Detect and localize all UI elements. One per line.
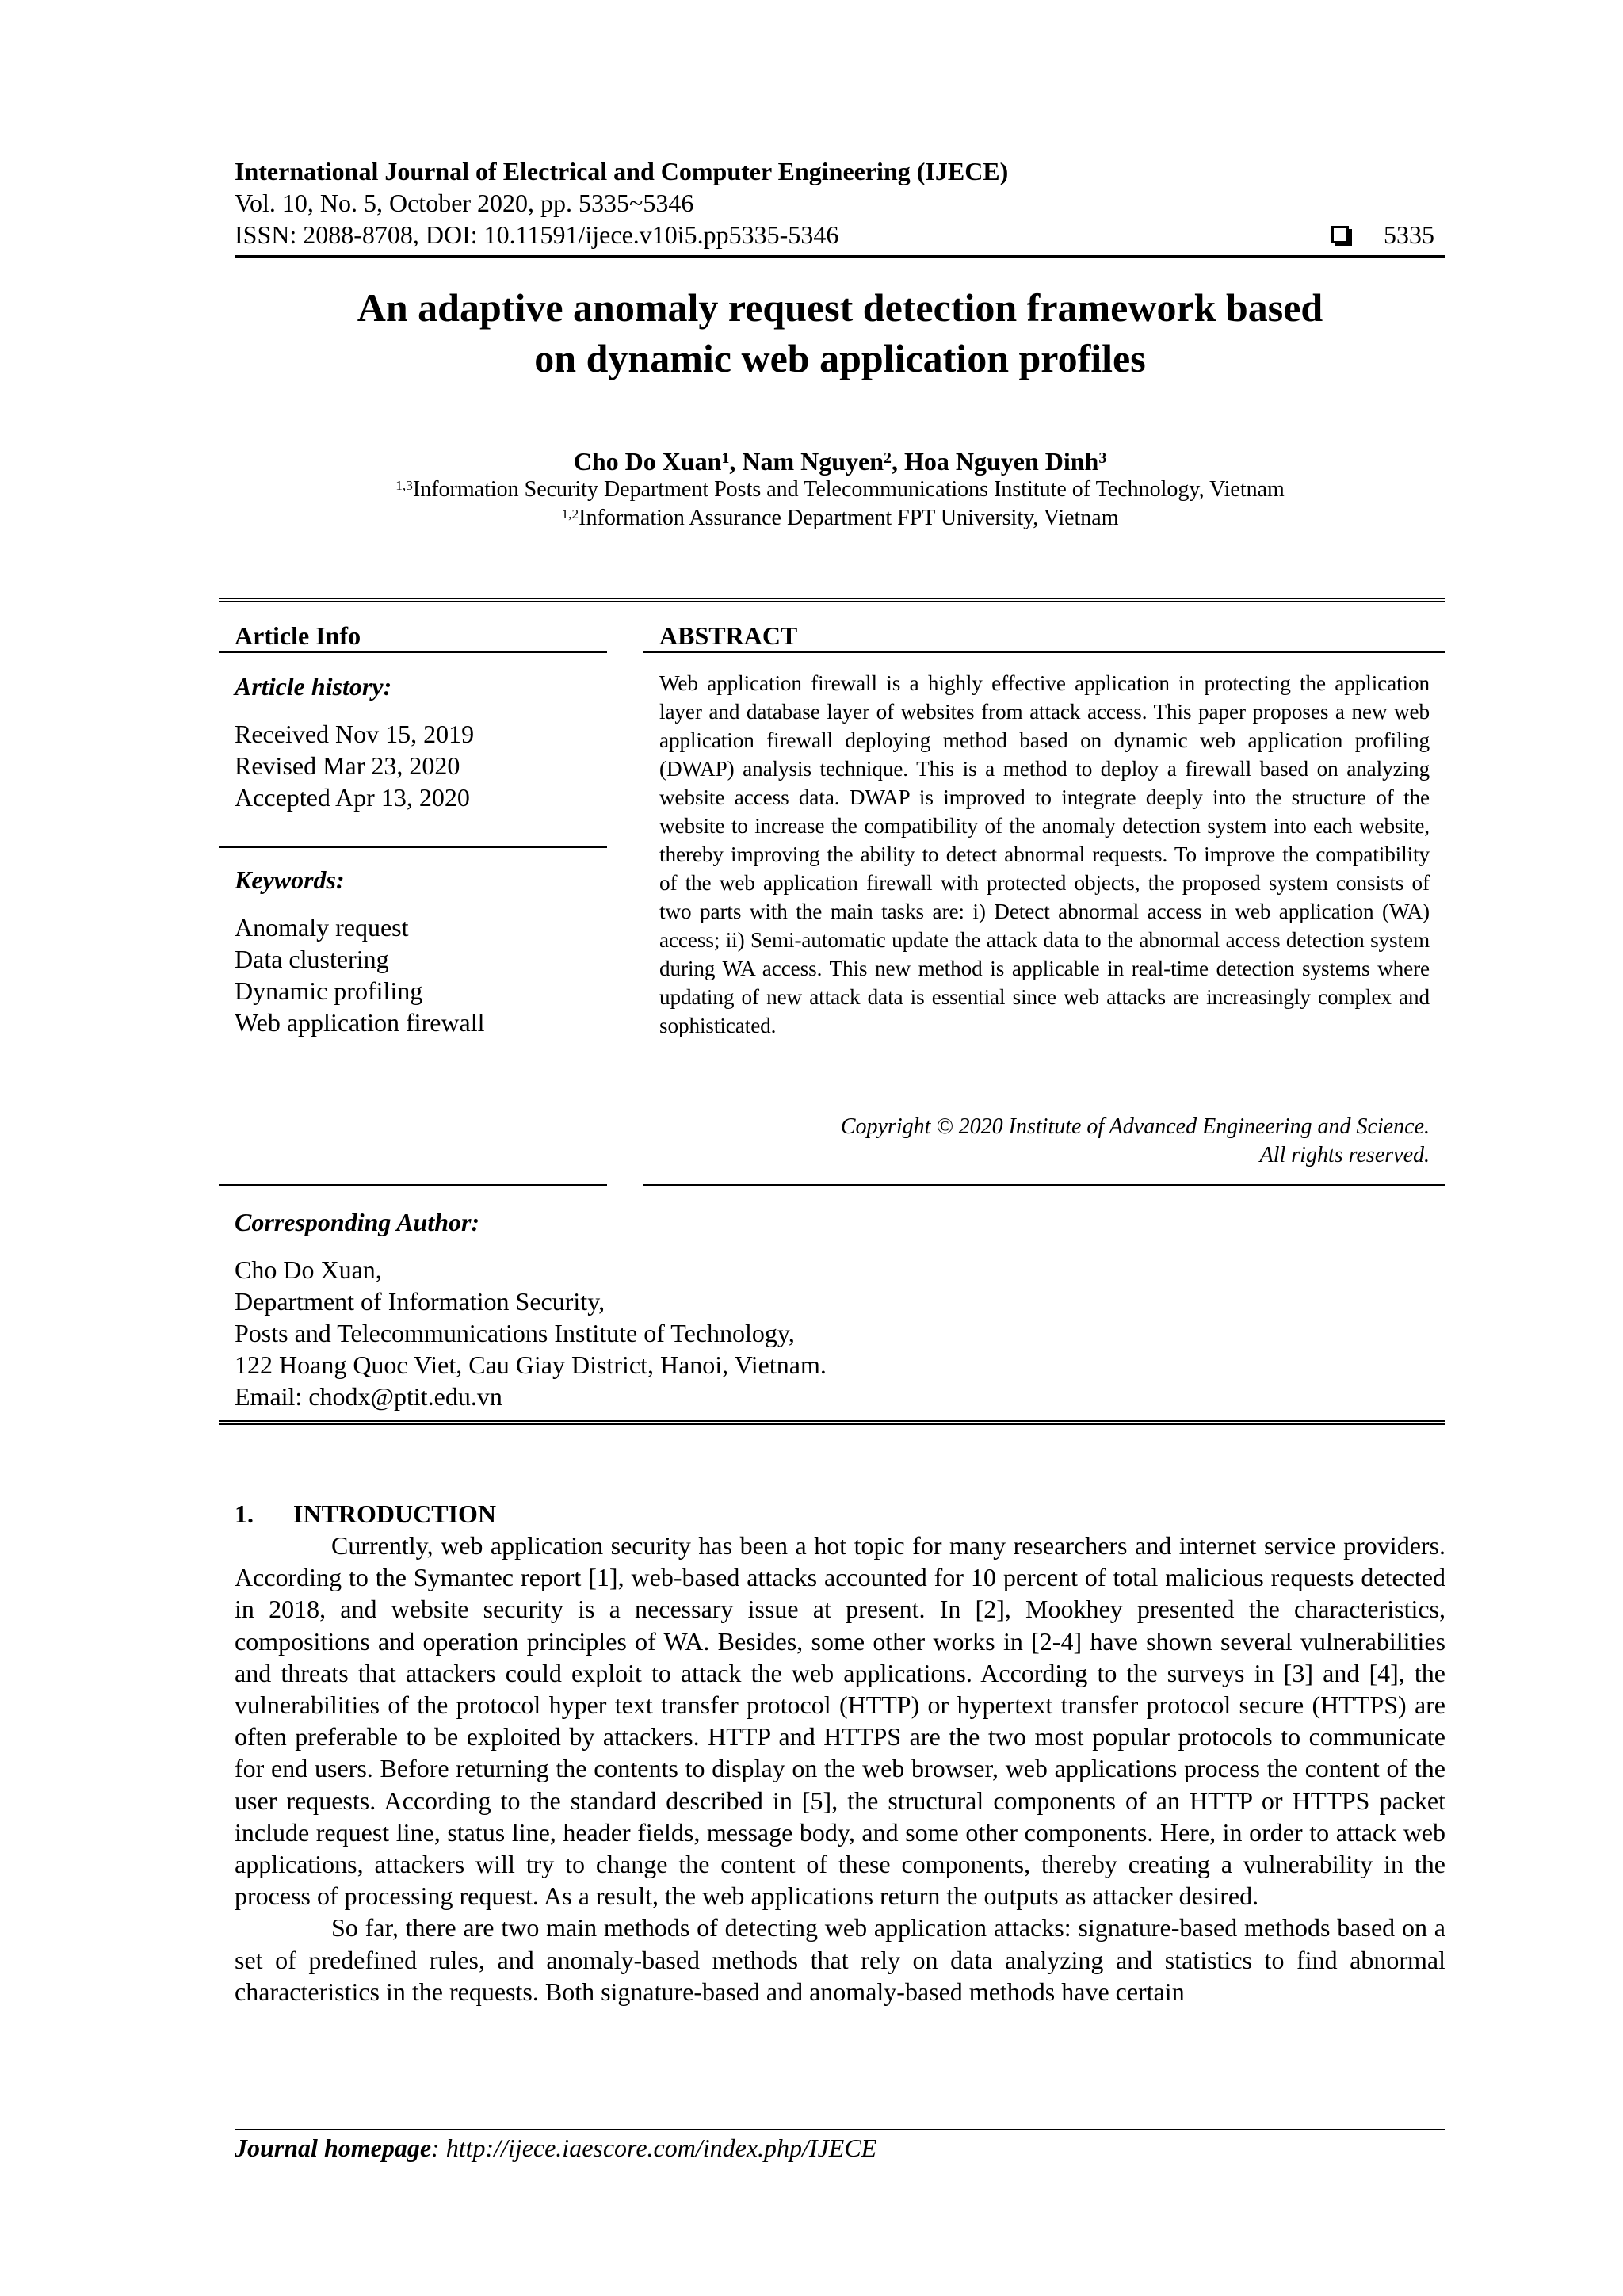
abstract-bottom-rule: [643, 1184, 1445, 1186]
author-separator: ,: [891, 447, 904, 476]
page-number: 5335: [1384, 220, 1434, 249]
history-rule: [219, 846, 607, 848]
keyword: Data clustering: [235, 945, 389, 973]
journal-name: International Journal of Electrical and Computer Engineering (IJECE): [235, 157, 1009, 185]
info-box-bottom-rule: [219, 1420, 1445, 1425]
corresponding-author: [235, 1206, 1186, 1412]
copyright-line-1: Copyright © 2020 Institute of Advanced Engineering and Science.: [840, 1114, 1430, 1139]
info-box-top-rule: [219, 598, 1445, 602]
volume-line: Vol. 10, No. 5, October 2020, pp. 5335~5346: [235, 189, 694, 217]
abstract-heading-rule: [643, 651, 1445, 653]
affiliation-text: Information Security Department Posts and Telecommunications Institute of Technology, Vietnam: [412, 477, 1285, 502]
copyright-line-2: All rights reserved.: [1259, 1143, 1430, 1167]
corresponding-line: Posts and Telecommunications Institute of Technology,: [235, 1319, 795, 1347]
keyword: Dynamic profiling: [235, 976, 423, 1005]
issn-row: [235, 219, 1445, 250]
journal-footer: [235, 2132, 876, 2164]
section-number: 1.: [235, 1499, 254, 1528]
footer-separator: :: [431, 2134, 446, 2162]
keyword: Anomaly request: [235, 913, 409, 942]
keyword: Web application firewall: [235, 1008, 485, 1037]
author-name: Cho Do Xuan: [573, 447, 722, 476]
keywords-rule: [219, 1184, 607, 1186]
article-info: [235, 620, 607, 651]
affiliation-sup: 1,3: [395, 478, 413, 494]
revised-date: Revised Mar 23, 2020: [235, 751, 460, 780]
header-rule: [235, 255, 1445, 258]
abstract-text: Web application firewall is a highly effective application in protecting the application layer and database layer of websites from attack access. This paper proposes a new web application firewall deploying method based on dynamic web application profiling (DWAP) analysis technique. This is a method to deploy a firewall based on analyzing website access data. DWAP is improved to integrate deeply into the structure of the website to increase the compatibility of the anomaly detection system into each website, thereby improving the ability to detect abnormal requests. To improve the compatibility of the web application firewall with protected objects, the proposed system consists of two parts with the main tasks are: i) Detect abnormal access in web application (WA) access; ii) Semi-automatic update the attack data to the abnormal access detection system during WA access. This new method is applicable in real-time detection systems where updating of new attack data is essential since web attacks are increasingly complex and sophisticated.: [659, 671, 1430, 1037]
author-list: [235, 445, 1445, 477]
corresponding-email: Email: chodx@ptit.edu.vn: [235, 1382, 502, 1411]
author-separator: ,: [729, 447, 743, 476]
section-title: INTRODUCTION: [293, 1499, 497, 1528]
article-info-heading: Article Info: [235, 621, 361, 650]
paper-title: [235, 282, 1445, 384]
keywords-block: [235, 864, 607, 1038]
author-name: Hoa Nguyen Dinh: [903, 447, 1099, 476]
corresponding-line: Department of Information Security,: [235, 1287, 605, 1316]
intro-paragraph: Currently, web application security has been a hot topic for many researchers and internet service providers. According to the Symantec report [1], web-based attacks accounted for 10 percent of total malicious requests detected in 2018, and website security is a necessary issue at present. In [2], Mookhey presented the characteristics, compositions and operation principles of WA. Besides, some other works in [2-4] have shown several vulnerabilities and threats that attackers could exploit to attack the web applications. According to the surveys in [3] and [4], the vulnerabilities of the protocol hyper text transfer protocol (HTTP) or hypertext transfer protocol secure (HTTPS) are often preferable to be exploited by attackers. HTTP and HTTPS are the two most popular protocols to communicate for end users. Before returning the contents to display on the web browser, web applications process the content of the user requests. According to the standard described in [5], the structural components of an HTTP or HTTPS packet include request line, status line, header fields, message body, and some other components. Here, in order to attack web applications, attackers will try to change the content of these components, thereby creating a vulnerability in the process of processing request. As a result, the web applications return the outputs as attacker desired.: [235, 1531, 1445, 1911]
abstract-heading: ABSTRACT: [659, 621, 798, 650]
accepted-date: Accepted Apr 13, 2020: [235, 783, 470, 812]
issn-line: ISSN: 2088-8708, DOI: 10.11591/ijece.v10i5.pp5335-5346: [235, 220, 839, 249]
affiliation-2: [235, 504, 1445, 533]
copyright: [659, 1113, 1430, 1170]
introduction-heading: [235, 1498, 496, 1530]
footer-rule: [235, 2129, 1445, 2130]
article-info-rule: [219, 651, 607, 653]
journal-homepage-link[interactable]: http://ijece.iaescore.com/index.php/IJECE: [445, 2134, 877, 2162]
author-sup: 1: [721, 449, 730, 468]
keywords-heading: Keywords:: [235, 865, 345, 894]
affiliation-sup: 1,2: [561, 506, 579, 522]
journal-header: [235, 155, 1445, 250]
title-line-1: An adaptive anomaly request detection framework based: [357, 285, 1323, 330]
author-name: Nam Nguyen: [742, 447, 884, 476]
author-sup: 2: [884, 449, 892, 468]
affiliation-1: [235, 476, 1445, 504]
page-number-box: [1331, 219, 1434, 250]
footer-label: Journal homepage: [235, 2134, 432, 2162]
corresponding-heading: Corresponding Author:: [235, 1208, 480, 1236]
article-history: [235, 670, 607, 813]
received-date: Received Nov 15, 2019: [235, 720, 475, 748]
shadowed-square-icon: [1331, 226, 1349, 243]
history-heading: Article history:: [235, 672, 392, 701]
title-line-2: on dynamic web application profiles: [534, 336, 1146, 380]
introduction-body: [235, 1530, 1445, 2008]
author-sup: 3: [1098, 449, 1107, 468]
affiliation-text: Information Assurance Department FPT University, Vietnam: [579, 506, 1119, 530]
intro-paragraph: So far, there are two main methods of detecting web application attacks: signature-based methods based on a set of predefined rules, and anomaly-based methods that rely on data analyzing and statistics to find abnormal characteristics in the requests. Both signature-based and anomaly-based methods have certain: [235, 1913, 1445, 2006]
corresponding-line: 122 Hoang Quoc Viet, Cau Giay District, Hanoi, Vietnam.: [235, 1350, 827, 1379]
corresponding-line: Cho Do Xuan,: [235, 1255, 382, 1284]
